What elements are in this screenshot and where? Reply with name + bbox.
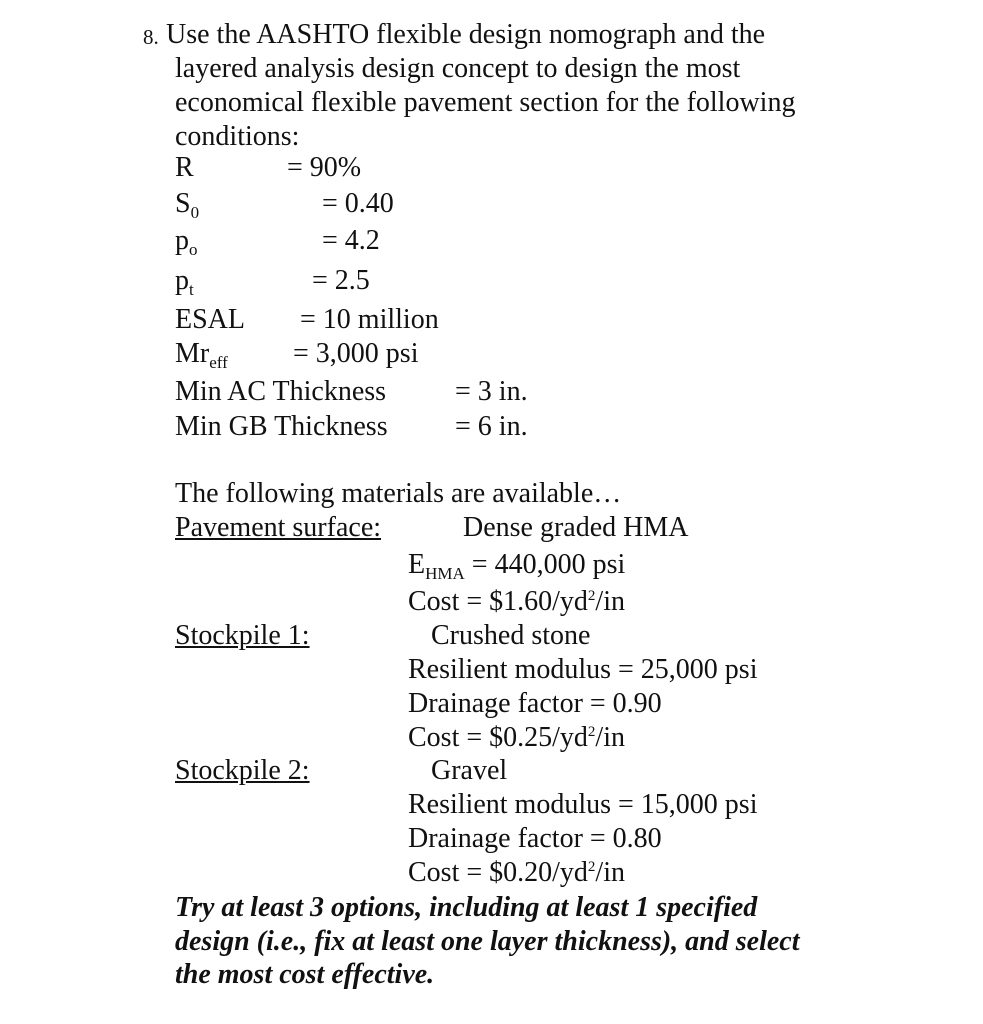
param-symbol: $Mr_{eff}$ (175, 338, 228, 372)
param-symbol: Min AC Thickness (175, 376, 387, 407)
param-symbol: $p_t$ (175, 265, 194, 299)
stockpile1-name: Crushed stone (431, 620, 591, 651)
param-value: = 6 in. (455, 411, 528, 442)
param-value: = 2.5 (312, 265, 370, 296)
question-line: economical flexible pavement section for the following (175, 87, 796, 118)
instruction-line: the most cost effective. (175, 959, 435, 990)
param-value: = 0.40 (322, 188, 394, 219)
stockpile2-cost: Cost = $\$0.20/yd^2/in$ (408, 857, 625, 888)
param-symbol: R (175, 152, 194, 183)
surface-name: Dense graded HMA (463, 512, 689, 543)
param-symbol: $p_o$ (175, 225, 198, 259)
param-value: = 3 in. (455, 376, 528, 407)
stockpile2-drainage: Drainage factor = 0.80 (408, 823, 662, 854)
question-line: Use the AASHTO flexible design nomograph and the (166, 19, 766, 50)
stockpile2-modulus: Resilient modulus = 15,000 psi (408, 789, 758, 820)
instruction-line: Try at least 3 options, including at least 1 specified (175, 892, 758, 923)
stockpile1-drainage: Drainage factor = 0.90 (408, 688, 662, 719)
materials-intro: The following materials are available… (175, 478, 622, 509)
instruction-line: design (i.e., fix at least one layer thickness), and select (175, 926, 800, 957)
stockpile1-modulus: Resilient modulus = 25,000 psi (408, 654, 758, 685)
surface-cost: Cost = $\$1.60/yd^2/in$ (408, 586, 625, 617)
stockpile2-label: Stockpile 2: (175, 755, 310, 786)
question-line: conditions: (175, 121, 300, 152)
param-value: = 90% (287, 152, 362, 183)
param-symbol: Min GB Thickness (175, 411, 388, 442)
question-number: 8. (143, 25, 159, 49)
param-value: = 3,000 psi (293, 338, 419, 369)
param-value: = 10 million (300, 304, 439, 335)
param-symbol: $S_0$ (175, 188, 200, 222)
surface-label: Pavement surface: (175, 512, 382, 543)
stockpile2-name: Gravel (431, 755, 508, 786)
question-line: layered analysis design concept to design the most (175, 53, 741, 84)
param-value: = 4.2 (322, 225, 380, 256)
param-symbol: ESAL (175, 304, 245, 335)
stockpile1-cost: Cost = $\$0.25/yd^2/in$ (408, 722, 625, 753)
surface-modulus: $E_{HMA} = 440,000$ psi (408, 549, 626, 583)
stockpile1-label: Stockpile 1: (175, 620, 310, 651)
